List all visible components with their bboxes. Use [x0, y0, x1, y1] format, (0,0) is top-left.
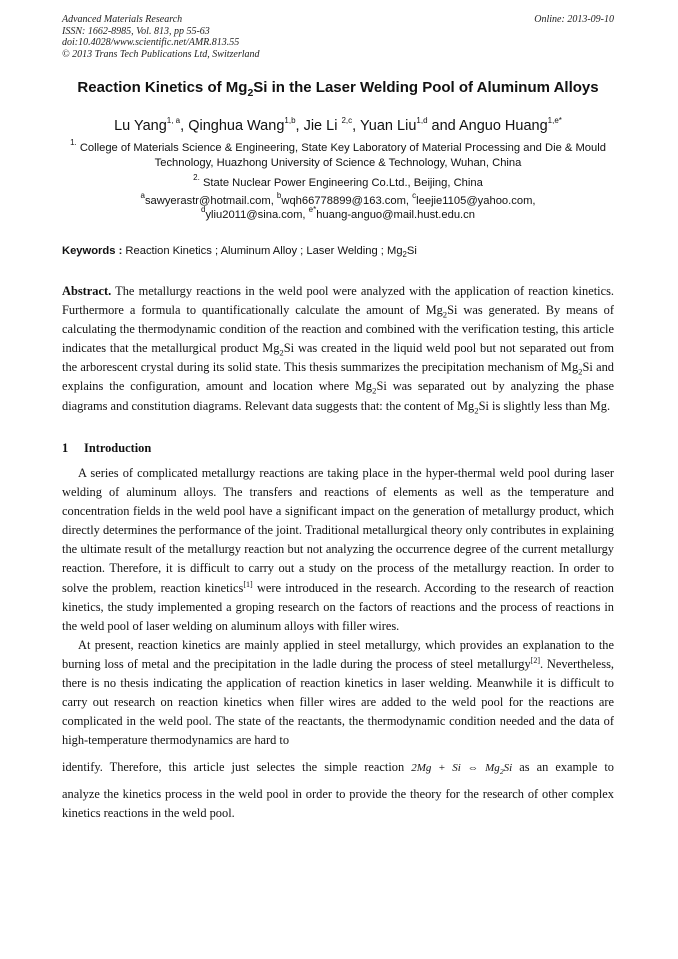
emails-line-2 [62, 204, 614, 223]
keywords [62, 244, 614, 258]
equation-subscript: 2 [499, 767, 504, 777]
intro-text: . Nevertheless, there is no thesis indicating the application of reaction kinetics in laser welding. Meanwhile it is difficult to carry out research on reaction kinetics when filler wires are added to the weld pool for the reactions are complicated in the weld pool. The state of the reactants, the thermodynamic condition needed and the data of high-temperature thermodynamics are hard to [62, 657, 614, 748]
online-date: Online: 2013-09-10 [534, 14, 614, 25]
affiliation-1 [62, 138, 614, 171]
author-name: Jie Li [303, 118, 342, 134]
keywords-text: Reaction Kinetics ; Aluminum Alloy ; Laser Welding ; Mg [125, 245, 403, 257]
title-text-2: Si in the Laser Welding Pool of Aluminum Alloys [253, 79, 599, 96]
email-mark: c [412, 191, 417, 201]
email-a[interactable]: sawyerastr@hotmail.com, [144, 195, 277, 207]
citation-ref-2[interactable]: [2] [530, 655, 540, 665]
journal-header [62, 14, 482, 60]
author-affiliation-mark: 1,b [284, 116, 296, 126]
reaction-equation [411, 762, 513, 777]
equation-trail-text: as an example to [519, 760, 614, 774]
author-separator: , [180, 118, 189, 134]
equation-right: Si [503, 762, 513, 774]
title-subscript: 2 [247, 87, 254, 99]
author-separator: , [352, 118, 360, 134]
email-c[interactable]: leejie1105@yahoo.com, [416, 195, 536, 207]
author-affiliation-mark: 1,e* [547, 116, 562, 126]
doi-line[interactable]: doi:10.4028/www.scientific.net/AMR.813.55 [62, 37, 240, 48]
abstract-subscript: 2 [578, 366, 583, 377]
citation-ref-1[interactable]: [1] [243, 579, 253, 589]
email-mark: e* [308, 204, 317, 214]
abstract-text: Si was separated out by analyzing the phase diagrams and constitution diagrams. Relevant data suggests that: the content of Mg [62, 379, 614, 413]
title-text-1: Reaction Kinetics of Mg [77, 79, 248, 96]
abstract-text: Si and explains the configuration, amount and location where Mg [62, 360, 614, 394]
journal-name: Advanced Materials Research [62, 14, 183, 25]
author-name: Anguo Huang [458, 118, 548, 134]
author-emails [62, 191, 614, 222]
affiliation-2-number: 2. [193, 173, 200, 183]
copyright-line: © 2013 Trans Tech Publications Ltd, Switzerland [62, 48, 260, 60]
intro-text: were introduced in the research. According to the research of reaction kinetics, the study implemented a groping research on the factors of reactions and the process of reactions in the weld pool of laser welding on aluminum alloys with filler wires. [62, 580, 614, 633]
abstract-subscript: 2 [474, 405, 479, 416]
section-heading-introduction [62, 441, 151, 456]
section-title: Introduction [84, 441, 152, 455]
abstract [62, 282, 614, 416]
abstract-text: The metallurgy reactions in the weld pool were analyzed with the application of reaction kinetics. Furthermore a formula to quantificationally calculate the amount of Mg [62, 284, 614, 318]
email-mark: d [201, 204, 206, 214]
emails-line-1 [62, 191, 614, 209]
intro-text: analyze the kinetics process in the weld pool in order to provide the theory for the research of other complex kinetics reactions in the weld pool. [62, 787, 614, 821]
email-e[interactable]: huang-anguo@mail.hust.edu.cn [316, 208, 475, 221]
intro-paragraph-3 [62, 785, 614, 823]
equation-lead-text: identify. Therefore, this article just selectes the simple reaction [62, 760, 405, 774]
equation-line [62, 758, 614, 778]
abstract-subscript: 2 [442, 309, 448, 320]
intro-text: A series of complicated metallurgy reactions are taking place in the hyper-thermal weld pool during laser welding of aluminum alloys. The transfers and reactions of elements as well as the temperature and concentration fields in the weld pool have a significant impact on the generation of metallurgy product, which directly determines the performance of the joint. Traditional metallurgical theory only contributes in explaining the ultimate result of the metallurgy reaction but not analyzing the occurrence degree of the current metallurgy reaction. Therefore, it is difficult to carry out a study on the process of the metallurgy reaction. In order to solve the problem, reaction kinetics [62, 466, 614, 595]
author-affiliation-mark: 1,d [416, 116, 428, 126]
keywords-subscript: 2 [402, 250, 407, 260]
email-mark: a [140, 191, 145, 201]
paper-title [62, 79, 614, 99]
author-name: Lu Yang [114, 118, 167, 134]
abstract-text: Si was created in the liquid weld pool but not separated out from the arborescent crystal during its solid state. This thesis summarizes the precipitation mechanism of Mg [62, 341, 614, 375]
section-number: 1 [62, 441, 69, 455]
affiliation-1-number: 1. [70, 138, 77, 148]
equation-left: 2Mg + Si ⇔ Mg [411, 762, 500, 774]
author-list [62, 117, 614, 135]
issn-line: ISSN: 1662-8985, Vol. 813, pp 55-63 [62, 25, 210, 37]
abstract-subscript: 2 [372, 385, 377, 396]
abstract-text: Si is slightly less than Mg. [478, 398, 611, 413]
intro-text: At present, reaction kinetics are mainly applied in steel metallurgy, which provides an explanation to the burning loss of metal and the precipitation in the ladle during the process of steel metallurgy [62, 638, 614, 672]
email-b[interactable]: wqh66778899@163.com, [281, 195, 413, 207]
author-separator: , [295, 118, 304, 134]
email-mark: b [276, 191, 282, 201]
affiliation-2 [62, 173, 614, 191]
abstract-subscript: 2 [279, 347, 284, 358]
keywords-tail: Si [406, 245, 417, 257]
abstract-label: Abstract. [62, 284, 112, 298]
affiliation-1-text: College of Materials Science & Engineering, State Key Laboratory of Material Processing and Die & Mould Technology, Huazhong University of Science & Technology, Wuhan, China [76, 142, 606, 169]
intro-paragraph-1 [62, 464, 614, 636]
intro-paragraph-2 [62, 636, 614, 751]
affiliation-2-text: State Nuclear Power Engineering Co.Ltd., Beijing, China [199, 177, 483, 189]
abstract-text: Si was generated. By means of calculating the thermodynamic condition of the reaction and combined with the verification testing, this article indicates that the metallurgical product Mg [62, 303, 614, 356]
email-d[interactable]: yliu2011@sina.com, [205, 208, 309, 221]
author-name: Qinghua Wang [188, 118, 285, 134]
author-affiliation-mark: 1, a [166, 116, 181, 126]
author-name: Yuan Liu [359, 118, 417, 134]
author-separator: and [427, 118, 459, 134]
author-affiliation-mark: 2,c [341, 116, 353, 126]
keywords-label: Keywords : [62, 245, 126, 257]
